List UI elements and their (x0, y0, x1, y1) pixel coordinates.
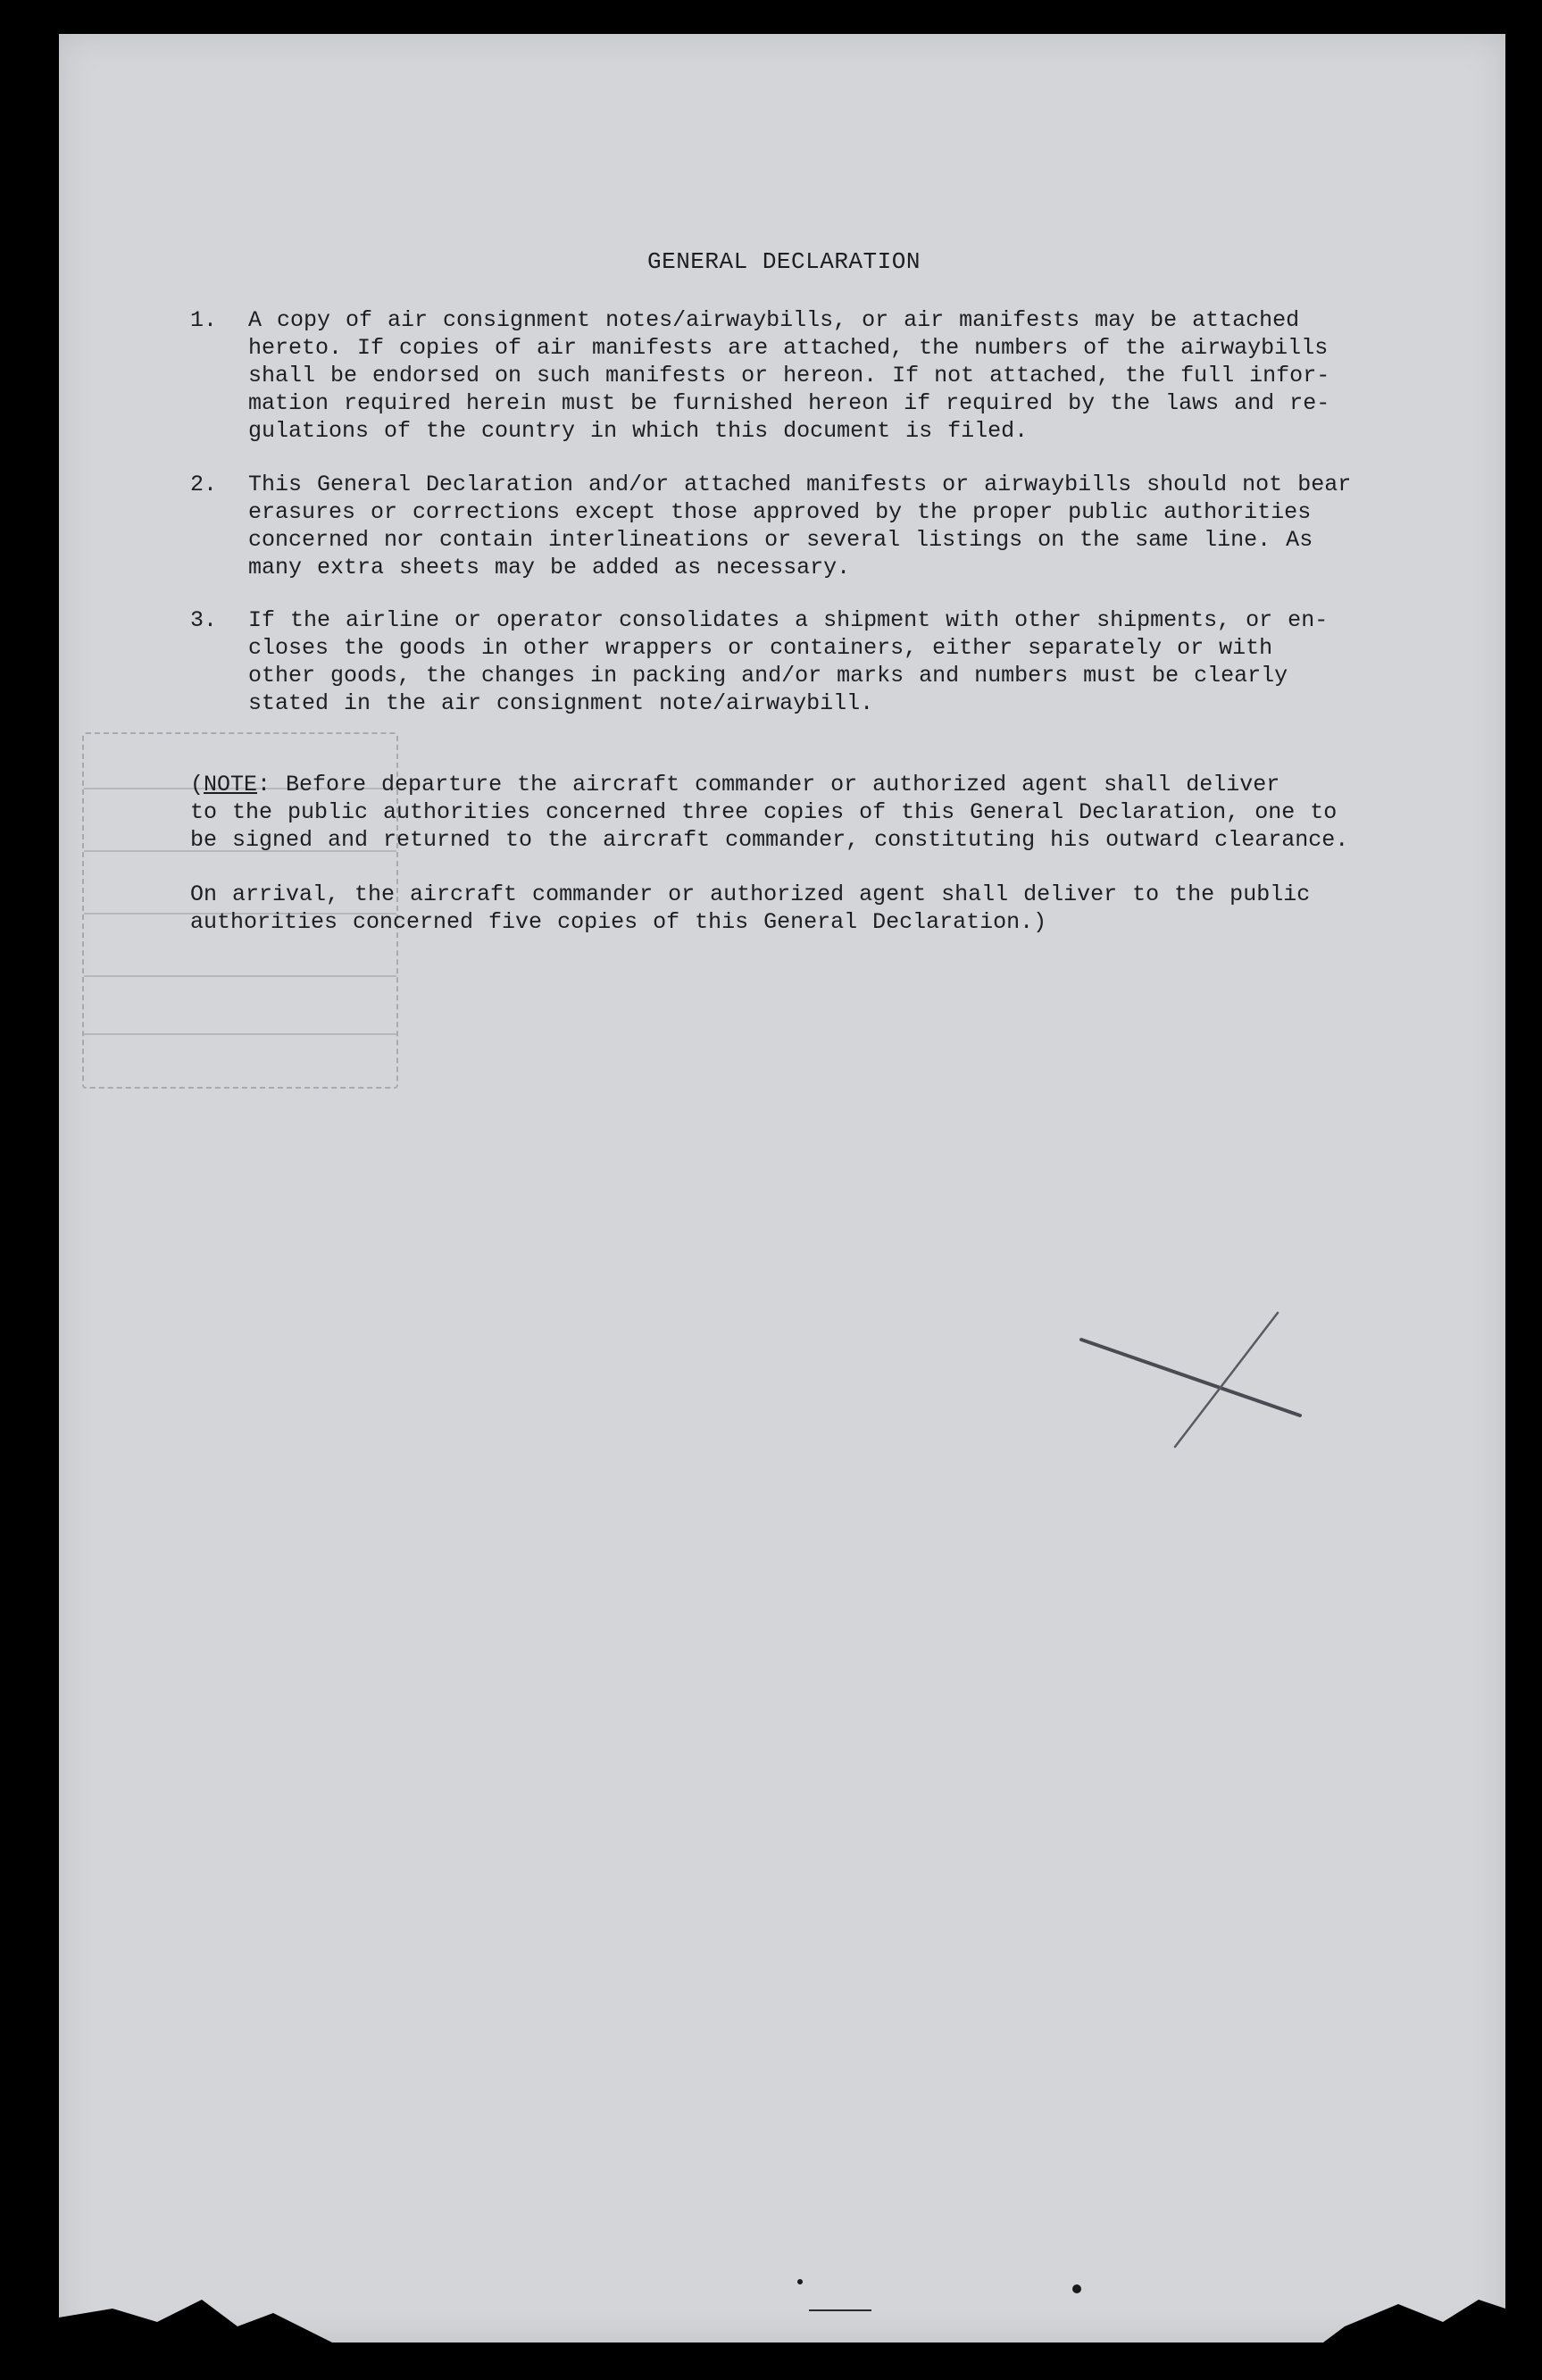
item-1-text (248, 306, 1364, 445)
item-3-number: 3. (190, 607, 218, 633)
item-3-line: closes the goods in other wrappers or containers, either separately or with (248, 635, 1273, 661)
pencil-cross-mark (1077, 1304, 1327, 1465)
item-2-line: This General Declaration and/or attached manifests or airwaybills should not bear (248, 472, 1352, 497)
item-3-text (248, 606, 1364, 717)
item-1-line: A copy of air consignment notes/airwaybills, or air manifests may be attached (248, 307, 1300, 333)
torn-bottom-edge (59, 2273, 1505, 2353)
note-departure-line: be signed and returned to the aircraft commander, constituting his outward clearance. (190, 827, 1349, 853)
note-arrival-line: authorities concerned five copies of this General Declaration.) (190, 909, 1047, 935)
item-1-line: mation required herein must be furnished hereon if required by the laws and re- (248, 390, 1330, 416)
document-title: GENERAL DECLARATION (647, 248, 921, 275)
item-2-line: many extra sheets may be added as necessary. (248, 555, 851, 580)
note-open-paren: ( (190, 772, 204, 798)
note-departure (190, 771, 1364, 854)
item-2-line: erasures or corrections except those approved by the proper public authorities (248, 499, 1312, 525)
item-1-number: 1. (190, 307, 218, 333)
note-first-line (190, 771, 1364, 798)
item-3-line: If the airline or operator consolidates a shipment with other shipments, or en- (248, 607, 1329, 633)
item-3-line: stated in the air consignment note/airwaybill. (248, 690, 874, 716)
item-1-line: gulations of the country in which this document is filed. (248, 418, 1029, 444)
item-2-text (248, 471, 1364, 581)
item-2-line: concerned nor contain interlineations or several listings on the same line. As (248, 527, 1313, 553)
item-3-line: other goods, the changes in packing and/or marks and numbers must be clearly (248, 663, 1288, 689)
note-arrival-line: On arrival, the aircraft commander or authorized agent shall deliver to the public (190, 881, 1311, 907)
note-label: NOTE (204, 772, 258, 798)
item-1-line: shall be endorsed on such manifests or hereon. If not attached, the full infor- (248, 363, 1330, 388)
note-arrival (190, 881, 1364, 936)
note-departure-line: to the public authorities concerned three copies of this General Declaration, one to (190, 799, 1338, 825)
item-2-number: 2. (190, 472, 218, 497)
note-departure-line: : Before departure the aircraft commander or authorized agent shall deliver (257, 772, 1280, 798)
item-1-line: hereto. If copies of air manifests are attached, the numbers of the airwaybills (248, 335, 1329, 361)
